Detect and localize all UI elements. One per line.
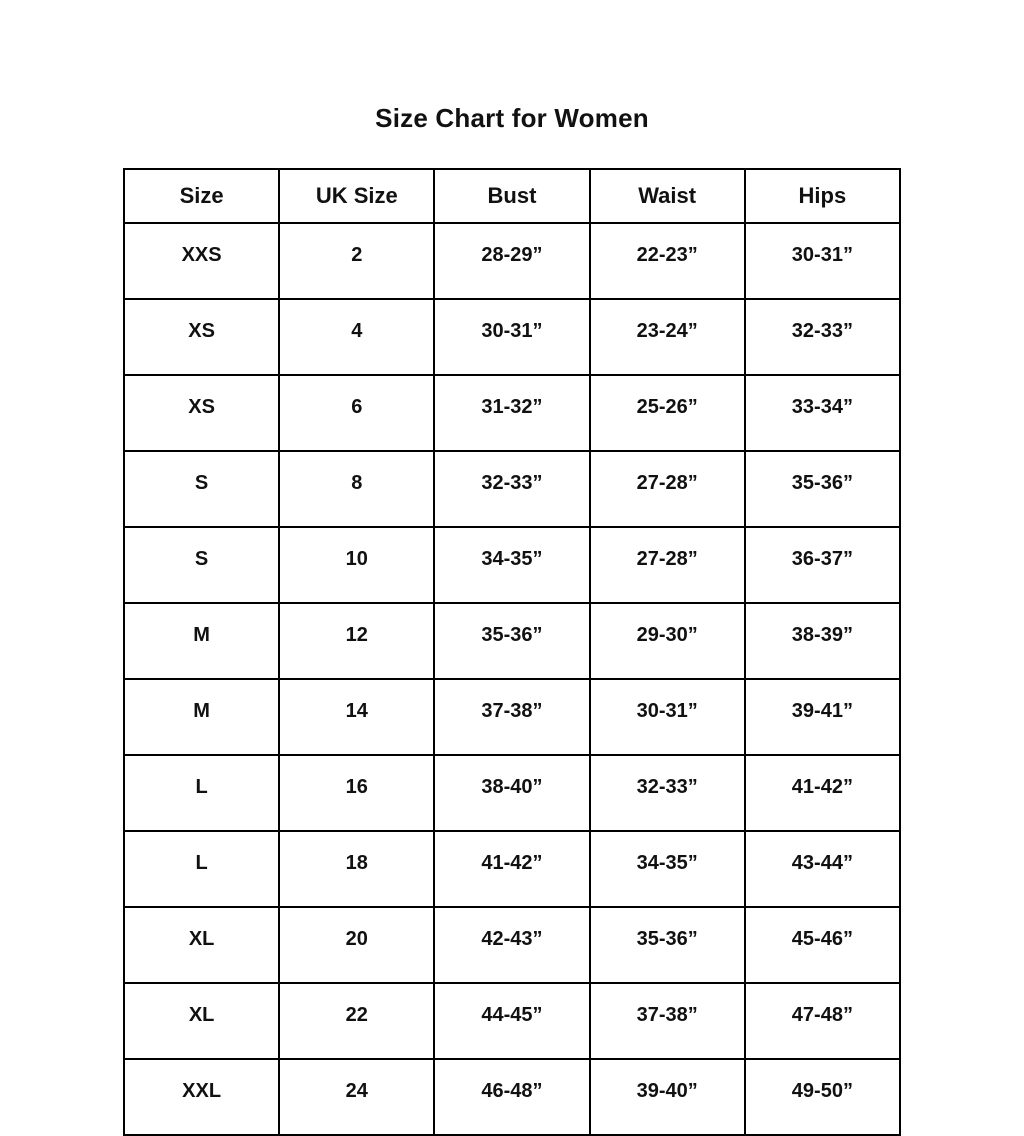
size-chart-table (123, 168, 901, 1136)
table-cell: 39-41” (745, 679, 900, 755)
table-cell: 39-40” (590, 1059, 745, 1135)
table-row (124, 223, 900, 299)
table-row (124, 375, 900, 451)
table-row (124, 451, 900, 527)
column-header: Size (124, 169, 279, 223)
table-cell: 43-44” (745, 831, 900, 907)
table-cell: 47-48” (745, 983, 900, 1059)
table-cell: 30-31” (434, 299, 589, 375)
table-cell: 27-28” (590, 527, 745, 603)
table-cell: 37-38” (590, 983, 745, 1059)
table-cell: 36-37” (745, 527, 900, 603)
table-row (124, 907, 900, 983)
table-cell: 35-36” (745, 451, 900, 527)
table-row (124, 983, 900, 1059)
table-cell: S (124, 527, 279, 603)
table-cell: 33-34” (745, 375, 900, 451)
table-cell: 44-45” (434, 983, 589, 1059)
table-cell: 38-40” (434, 755, 589, 831)
table-cell: 18 (279, 831, 434, 907)
table-cell: 34-35” (590, 831, 745, 907)
table-cell: 37-38” (434, 679, 589, 755)
table-cell: 12 (279, 603, 434, 679)
column-header: Waist (590, 169, 745, 223)
table-cell: M (124, 679, 279, 755)
table-cell: 20 (279, 907, 434, 983)
table-cell: 4 (279, 299, 434, 375)
table-cell: XS (124, 375, 279, 451)
table-cell: 24 (279, 1059, 434, 1135)
page-title: Size Chart for Women (375, 103, 649, 133)
table-cell: 2 (279, 223, 434, 299)
table-cell: M (124, 603, 279, 679)
table-row (124, 603, 900, 679)
table-cell: S (124, 451, 279, 527)
table-cell: 6 (279, 375, 434, 451)
table-cell: 41-42” (434, 831, 589, 907)
table-cell: 22 (279, 983, 434, 1059)
table-cell: 25-26” (590, 375, 745, 451)
header-row (124, 169, 900, 223)
table-cell: 46-48” (434, 1059, 589, 1135)
table-cell: 42-43” (434, 907, 589, 983)
table-row (124, 679, 900, 755)
table-cell: XL (124, 907, 279, 983)
column-header: Hips (745, 169, 900, 223)
table-cell: 35-36” (590, 907, 745, 983)
table-cell: XS (124, 299, 279, 375)
table-cell: 49-50” (745, 1059, 900, 1135)
table-cell: XXS (124, 223, 279, 299)
table-cell: 34-35” (434, 527, 589, 603)
table-cell: 45-46” (745, 907, 900, 983)
size-chart-header (124, 169, 900, 223)
table-cell: 41-42” (745, 755, 900, 831)
table-cell: 38-39” (745, 603, 900, 679)
column-header: Bust (434, 169, 589, 223)
table-cell: L (124, 755, 279, 831)
table-row (124, 527, 900, 603)
table-cell: 14 (279, 679, 434, 755)
table-cell: 32-33” (745, 299, 900, 375)
table-cell: 30-31” (745, 223, 900, 299)
table-cell: XL (124, 983, 279, 1059)
table-row (124, 299, 900, 375)
table-cell: 27-28” (590, 451, 745, 527)
column-header: UK Size (279, 169, 434, 223)
table-cell: 32-33” (590, 755, 745, 831)
table-cell: 10 (279, 527, 434, 603)
table-cell: L (124, 831, 279, 907)
table-cell: 8 (279, 451, 434, 527)
table-cell: 35-36” (434, 603, 589, 679)
table-cell: XXL (124, 1059, 279, 1135)
table-cell: 31-32” (434, 375, 589, 451)
size-chart-body (124, 223, 900, 1135)
table-row (124, 831, 900, 907)
table-cell: 28-29” (434, 223, 589, 299)
table-cell: 29-30” (590, 603, 745, 679)
table-row (124, 755, 900, 831)
table-cell: 23-24” (590, 299, 745, 375)
table-cell: 22-23” (590, 223, 745, 299)
table-cell: 32-33” (434, 451, 589, 527)
table-row (124, 1059, 900, 1135)
table-cell: 16 (279, 755, 434, 831)
table-cell: 30-31” (590, 679, 745, 755)
